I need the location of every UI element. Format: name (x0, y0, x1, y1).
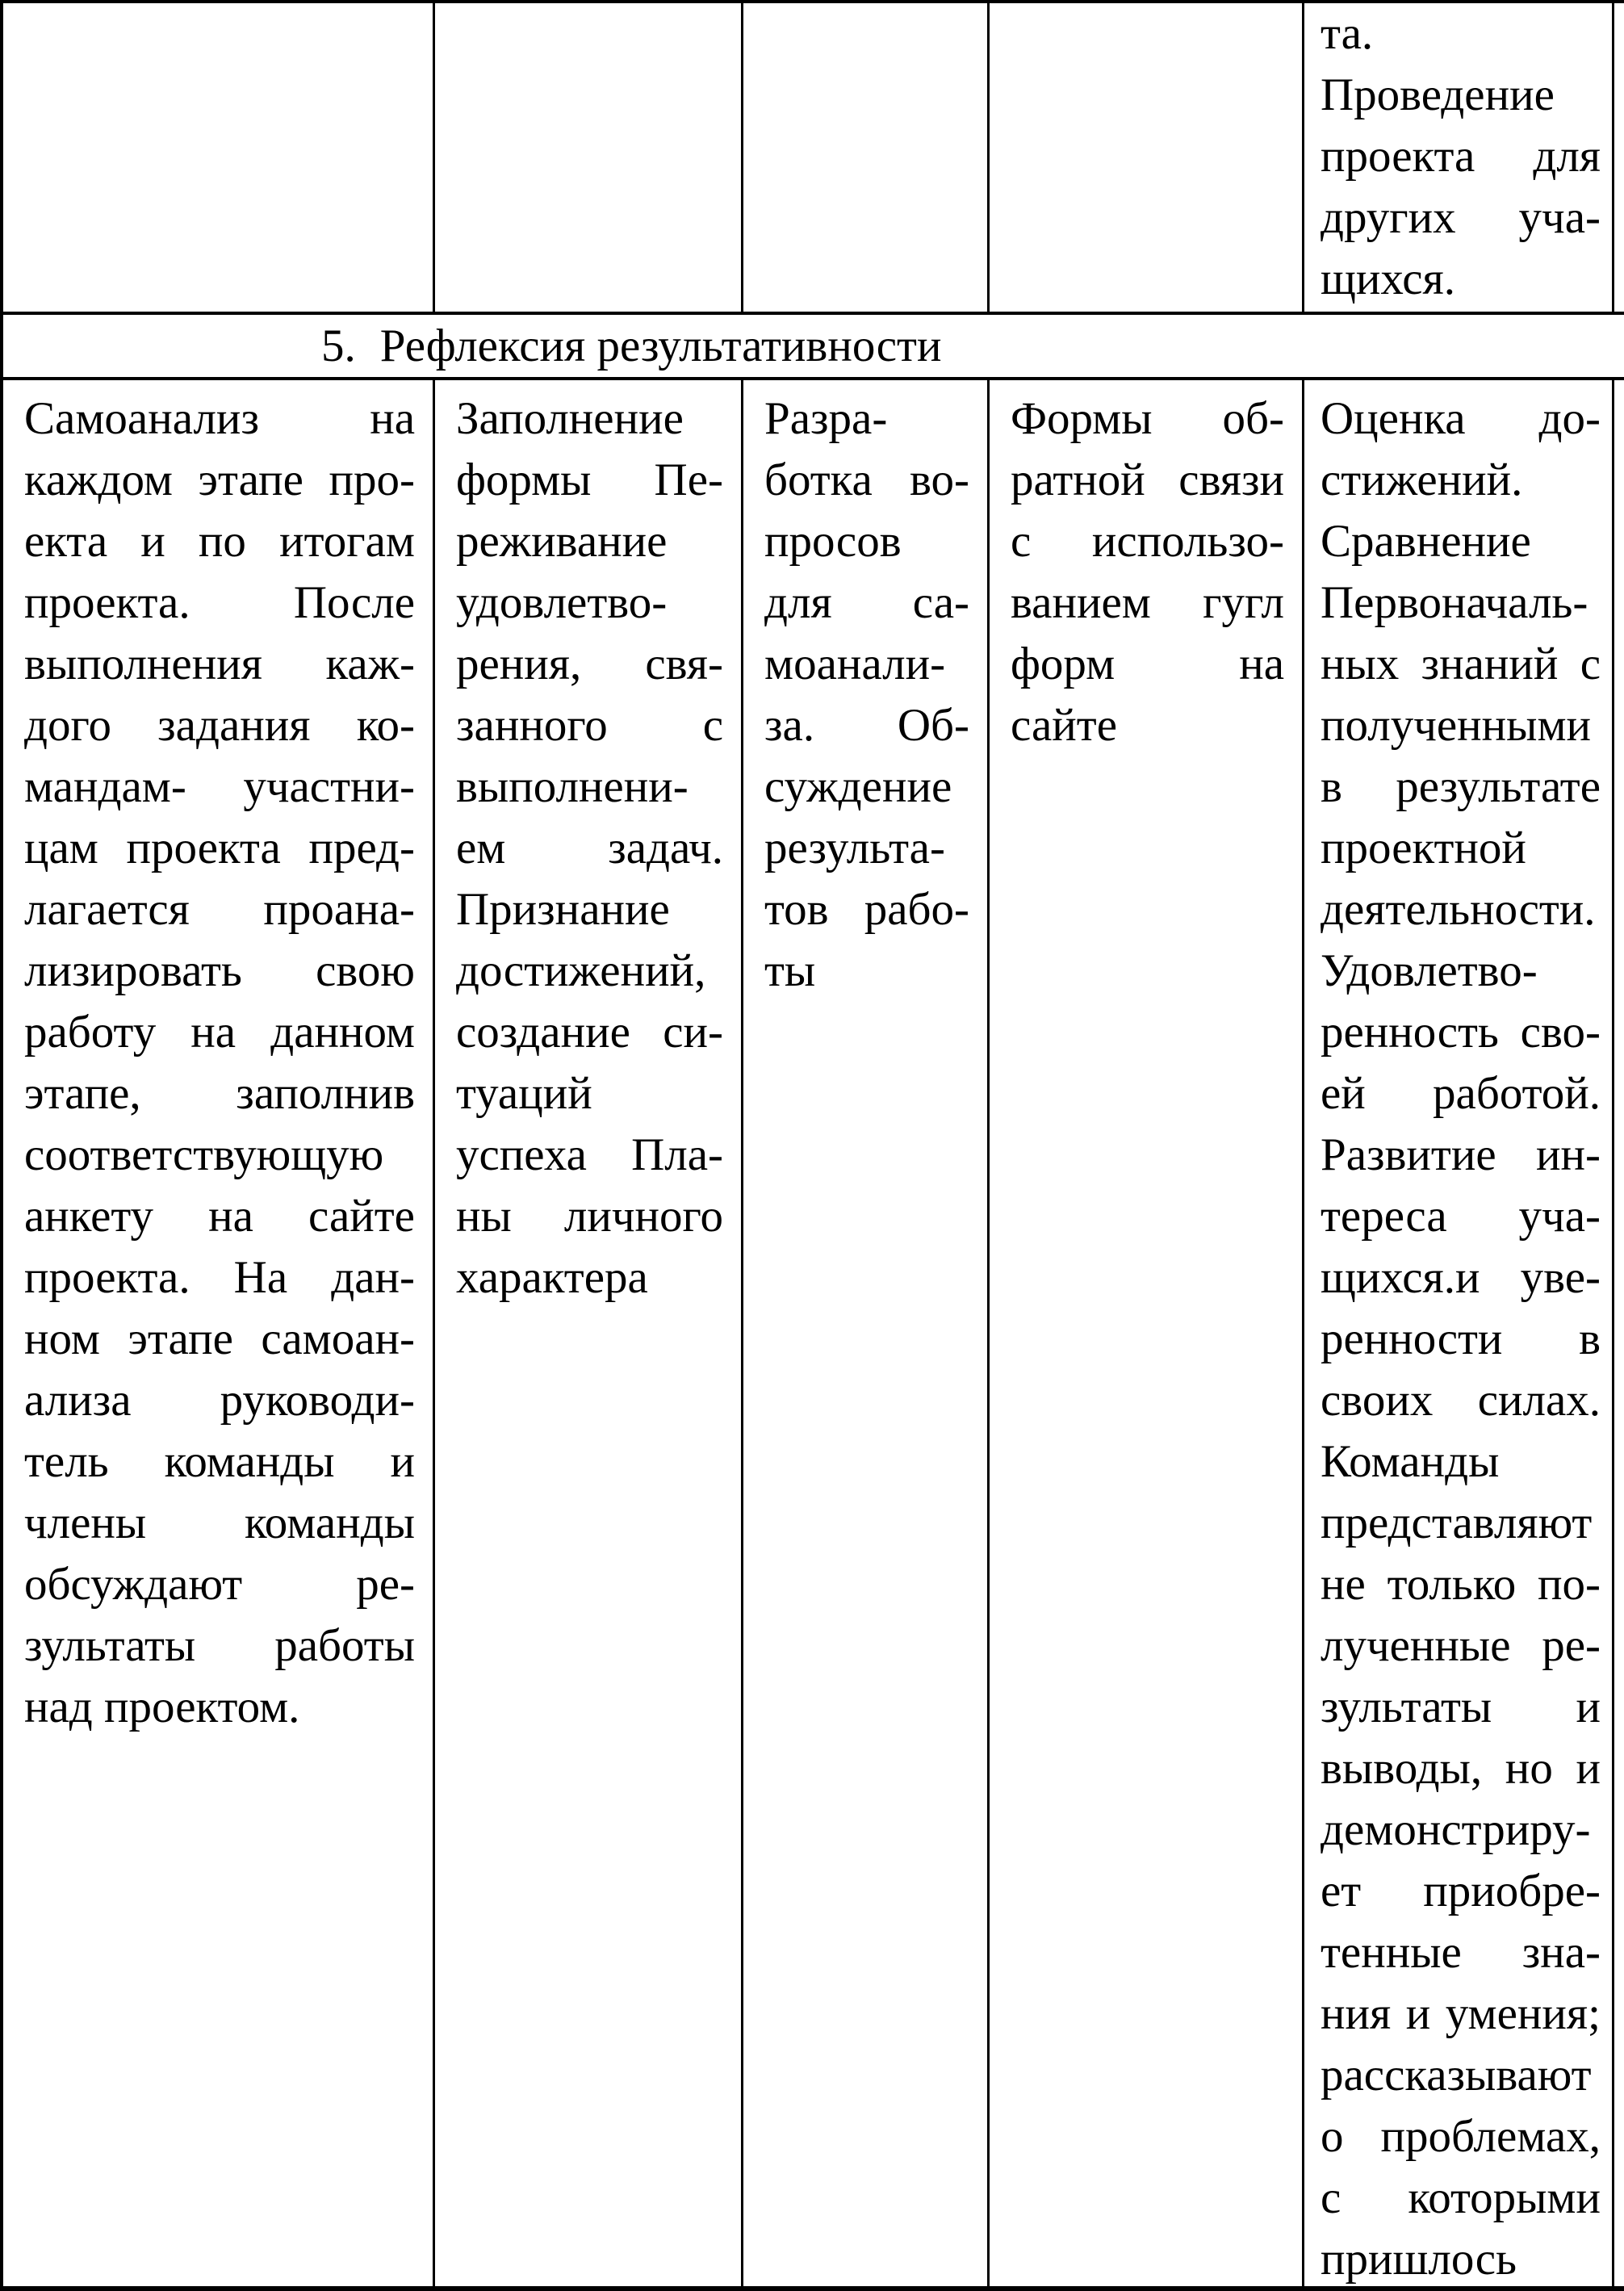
text-line: ты (764, 945, 816, 996)
text-line: удовлетво- (456, 577, 668, 628)
feedback-forms-cell (990, 380, 1304, 2286)
text-line: результа- (764, 823, 945, 873)
text-line: лагается проана- (24, 884, 415, 935)
text-line: формы Пе- (456, 454, 723, 505)
text-line: форм на (1011, 639, 1284, 689)
text-line: Удовлетво- (1321, 945, 1538, 996)
text-line: ренность сво- (1321, 1007, 1601, 1058)
text-line: не только по- (1321, 1559, 1601, 1610)
text-line: выполнени- (456, 761, 689, 812)
achievements-evaluation-cell (1304, 380, 1614, 2286)
text-line: зультаты работы (24, 1620, 415, 1671)
table-row-continuation (3, 3, 1624, 312)
text-line: ном этапе самоан- (24, 1313, 415, 1364)
text-line: ны личного (456, 1191, 723, 1242)
text-line: Оценка до- (1321, 393, 1601, 444)
text-line: рассказывают (1321, 2050, 1592, 2100)
section-number: 5. (321, 320, 356, 371)
text-line: Сравнение (1321, 516, 1531, 567)
questions-development-cell (743, 380, 990, 2286)
text-line: ния и умения; (1321, 1988, 1601, 2039)
text-line: Проведение (1321, 69, 1555, 120)
text-line: полученными (1321, 700, 1592, 751)
text-line: проектной (1321, 823, 1526, 873)
text-line: рения, свя- (456, 639, 723, 689)
text-line: тенные зна- (1321, 1927, 1601, 1978)
text-line: представляют (1321, 1497, 1593, 1548)
text-line: выводы, но и (1321, 1743, 1601, 1794)
text-line: деятельности. (1321, 884, 1596, 935)
text-line: члены команды (24, 1497, 415, 1548)
text-line: этапе, заполнив (24, 1068, 415, 1119)
text-line: ных знаний с (1321, 639, 1601, 689)
text-line: ратной связи (1011, 454, 1284, 505)
text-line: характера (456, 1252, 648, 1303)
section-title: Рефлексия результативности (379, 320, 942, 371)
form-filling-cell (435, 380, 743, 2286)
text-line: Заполнение (456, 393, 684, 444)
text-line: создание си- (456, 1007, 723, 1058)
text-line: проекта. На дан- (24, 1252, 415, 1303)
empty-cell (743, 3, 990, 312)
text-line: работу на данном (24, 1007, 415, 1058)
text-line: выполнения каж- (24, 639, 415, 689)
text-line: Первоначаль- (1321, 577, 1588, 628)
text-line: Команды (1321, 1436, 1500, 1487)
text-line: других уча- (1321, 192, 1601, 243)
text-line: мандам- участни- (24, 761, 415, 812)
text-line: с использо- (1011, 516, 1284, 567)
empty-cell (3, 3, 435, 312)
text-line: щихся.и уве- (1321, 1252, 1601, 1303)
text-line: стижений. (1321, 454, 1523, 505)
table-row-reflection (3, 380, 1624, 2286)
project-conduct-cell (1304, 3, 1614, 312)
text-line: лученные ре- (1321, 1620, 1601, 1671)
text-line: тереса уча- (1321, 1191, 1601, 1242)
text-line: каждом этапе про- (24, 454, 415, 505)
empty-cell (435, 3, 743, 312)
text-line: Признание (456, 884, 670, 935)
text-line: просов (764, 516, 902, 567)
text-line: туаций (456, 1068, 592, 1119)
text-line: ет приобре- (1321, 1866, 1601, 1916)
text-line: Разра- (764, 393, 888, 444)
text-line: за. Об- (764, 700, 969, 751)
text-line: обсуждают ре- (24, 1559, 415, 1610)
text-line: проекта. После (24, 577, 415, 628)
text-line: Самоанализ на (24, 393, 415, 444)
text-line: пришлось (1321, 2234, 1517, 2285)
text-line: ванием гугл (1011, 577, 1284, 628)
text-line: о проблемах, (1321, 2111, 1601, 2162)
text-line: екта и по итогам (24, 516, 415, 567)
text-line: ботка во- (764, 454, 969, 505)
text-line: над проектом. (24, 1682, 300, 1732)
section-header-row (3, 312, 1624, 380)
table-margin-filler (1614, 3, 1624, 312)
text-line: Развитие ин- (1321, 1129, 1601, 1180)
self-analysis-cell (3, 380, 435, 2286)
section-header (3, 322, 941, 371)
text-line: достижений, (456, 945, 706, 996)
text-line: в результате (1321, 761, 1601, 812)
empty-cell (990, 3, 1304, 312)
text-line: сайте (1011, 700, 1118, 751)
text-line: ренности в (1321, 1313, 1601, 1364)
text-line: тов рабо- (764, 884, 969, 935)
text-line: цам проекта пред- (24, 823, 415, 873)
text-line: соответствующую (24, 1129, 384, 1180)
text-line: Формы об- (1011, 393, 1284, 444)
text-line: с которыми (1321, 2172, 1601, 2223)
text-line: зультаты и (1321, 1682, 1601, 1732)
text-line: ем задач. (456, 823, 723, 873)
text-line: та. (1321, 8, 1374, 59)
text-line: анкету на сайте (24, 1191, 415, 1242)
text-line: суждение (764, 761, 952, 812)
text-line: ей работой. (1321, 1068, 1601, 1119)
text-line: моанали- (764, 639, 946, 689)
text-line: щихся. (1321, 253, 1456, 304)
text-line: ализа руководи- (24, 1375, 415, 1426)
text-line: тель команды и (24, 1436, 415, 1487)
text-line: демонстриру- (1321, 1804, 1591, 1855)
text-line: успеха Пла- (456, 1129, 723, 1180)
text-line: своих силах. (1321, 1375, 1601, 1426)
text-line: проекта для (1321, 131, 1601, 182)
text-line: реживание (456, 516, 668, 567)
text-line: занного с (456, 700, 723, 751)
table-margin-filler (1614, 380, 1624, 2286)
text-line: для са- (764, 577, 969, 628)
text-line: дого задания ко- (24, 700, 415, 751)
text-line: лизировать свою (24, 945, 415, 996)
